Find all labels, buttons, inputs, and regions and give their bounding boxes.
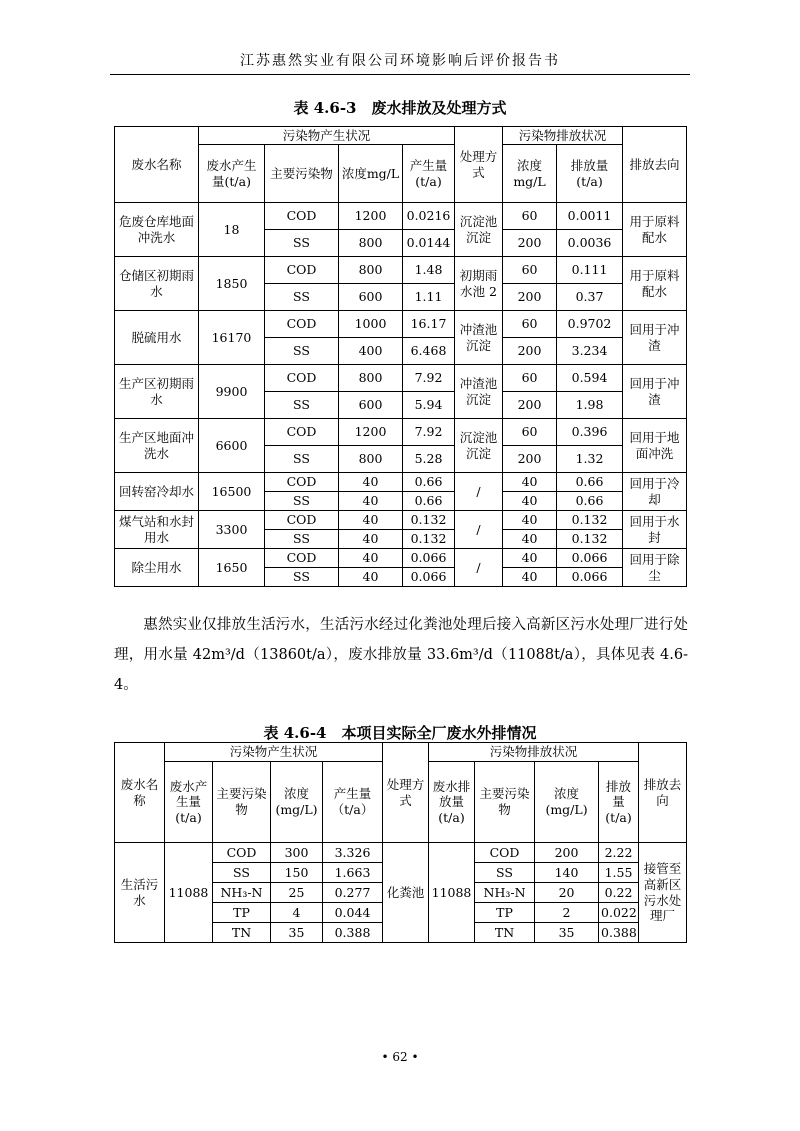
discharge-concentration: 60 <box>503 203 557 230</box>
produced-amount: 16.17 <box>403 311 455 338</box>
table-row <box>115 203 687 230</box>
col-dconc: 浓度(mg/L) <box>535 762 599 843</box>
col-discharge-group: 污染物排放状况 <box>429 743 639 762</box>
concentration: 400 <box>339 338 403 365</box>
col-conc: 浓度mg/L <box>339 145 403 203</box>
wastewater-name: 除尘用水 <box>115 549 199 587</box>
produced-amount: 0.0144 <box>403 230 455 257</box>
discharge-concentration: 200 <box>503 284 557 311</box>
discharge-amount: 0.22 <box>599 883 639 903</box>
col-produce: 产生量(t/a) <box>403 145 455 203</box>
pollutant: SS <box>265 230 339 257</box>
treatment-method: 初期雨水池 2 <box>455 257 503 311</box>
pollutant: SS <box>213 863 271 883</box>
discharge-amount: 0.111 <box>557 257 623 284</box>
col-dest: 排放去向 <box>639 743 687 843</box>
col-name: 废水名称 <box>115 127 199 203</box>
discharge-concentration: 40 <box>503 473 557 492</box>
produced-amount: 7.92 <box>403 419 455 446</box>
wastewater-name: 生产区地面冲洗水 <box>115 419 199 473</box>
discharge-amount: 0.9702 <box>557 311 623 338</box>
concentration: 1200 <box>339 203 403 230</box>
produced-amount: 0.66 <box>403 473 455 492</box>
discharge-destination: 回用于除尘 <box>623 549 687 587</box>
concentration: 40 <box>339 568 403 587</box>
produced-amount: 0.132 <box>403 511 455 530</box>
treatment-method: 冲渣池沉淀 <box>455 365 503 419</box>
table2-caption: 表 4.6-4 本项目实际全厂废水外排情况 <box>263 724 537 742</box>
pollutant: COD <box>265 549 339 568</box>
discharge-amount: 0.066 <box>557 568 623 587</box>
wastewater-name: 仓储区初期雨水 <box>115 257 199 311</box>
pollutant: NH₃-N <box>213 883 271 903</box>
produced-amount: 3.326 <box>323 843 383 863</box>
pollutant: SS <box>265 530 339 549</box>
produced-amount: 0.132 <box>403 530 455 549</box>
discharge-amount: 2.22 <box>599 843 639 863</box>
discharge-destination: 用于原料配水 <box>623 203 687 257</box>
discharge-destination: 回用于冲渣 <box>623 365 687 419</box>
col-volume: 废水产生量(t/a) <box>165 762 213 843</box>
concentration: 800 <box>339 365 403 392</box>
pollutant: SS <box>265 492 339 511</box>
produced-amount: 1.48 <box>403 257 455 284</box>
col-dvol: 排放量(t/a) <box>557 145 623 203</box>
page-number: • 62 • <box>381 1050 419 1064</box>
discharge-destination: 回用于冷却 <box>623 473 687 511</box>
pollutant: SS <box>265 338 339 365</box>
wastewater-name: 回转窑冷却水 <box>115 473 199 511</box>
col-name: 废水名称 <box>115 743 165 843</box>
discharge-concentration: 60 <box>503 365 557 392</box>
header-rule <box>110 74 690 75</box>
discharge-concentration: 40 <box>503 530 557 549</box>
discharge-concentration: 200 <box>503 338 557 365</box>
concentration: 40 <box>339 492 403 511</box>
wastewater-name: 生活污水 <box>115 843 165 943</box>
col-pollutant: 主要污染物 <box>265 145 339 203</box>
produced-amount: 0.388 <box>323 923 383 943</box>
wastewater-volume: 6600 <box>199 419 265 473</box>
pollutant: COD <box>265 203 339 230</box>
col-produce-group: 污染物产生状况 <box>199 127 455 145</box>
discharge-destination: 回用于冲渣 <box>623 311 687 365</box>
produced-amount: 1.11 <box>403 284 455 311</box>
concentration: 40 <box>339 549 403 568</box>
treatment-method: 沉淀池沉淀 <box>455 203 503 257</box>
running-header: 江苏惠然实业有限公司环境影响后评价报告书 <box>240 53 560 69</box>
pollutant: SS <box>265 446 339 473</box>
discharge-amount: 0.66 <box>557 492 623 511</box>
discharge-concentration: 2 <box>535 903 599 923</box>
discharge-concentration: 200 <box>535 843 599 863</box>
pollutant: COD <box>265 419 339 446</box>
pollutant: TN <box>213 923 271 943</box>
concentration: 25 <box>271 883 323 903</box>
wastewater-volume: 1850 <box>199 257 265 311</box>
table-row <box>115 549 687 568</box>
wastewater-discharge-table <box>114 126 687 587</box>
col-produce: 产生量（t/a） <box>323 762 383 843</box>
wastewater-name: 生产区初期雨水 <box>115 365 199 419</box>
treatment-method: 化粪池 <box>383 843 429 943</box>
discharge-pollutant: TN <box>475 923 535 943</box>
produced-amount: 0.277 <box>323 883 383 903</box>
table-row <box>115 843 687 863</box>
pollutant: COD <box>265 511 339 530</box>
produced-amount: 6.468 <box>403 338 455 365</box>
discharge-amount: 0.388 <box>599 923 639 943</box>
col-dq: 排放量(t/a) <box>599 762 639 843</box>
concentration: 150 <box>271 863 323 883</box>
discharge-amount: 0.022 <box>599 903 639 923</box>
concentration: 40 <box>339 530 403 549</box>
discharge-destination: 回用于水封 <box>623 511 687 549</box>
discharge-concentration: 40 <box>503 568 557 587</box>
discharge-concentration: 35 <box>535 923 599 943</box>
body-paragraph <box>114 610 688 700</box>
table-row <box>115 511 687 530</box>
discharge-amount: 0.132 <box>557 511 623 530</box>
discharge-destination: 接管至高新区污水处理厂 <box>639 843 687 943</box>
pollutant: SS <box>265 392 339 419</box>
discharge-concentration: 40 <box>503 549 557 568</box>
col-conc: 浓度(mg/L) <box>271 762 323 843</box>
wastewater-volume: 18 <box>199 203 265 257</box>
table-row <box>115 419 687 446</box>
concentration: 600 <box>339 392 403 419</box>
discharge-amount: 0.37 <box>557 284 623 311</box>
produced-amount: 0.066 <box>403 549 455 568</box>
discharge-concentration: 20 <box>535 883 599 903</box>
pollutant: COD <box>265 311 339 338</box>
concentration: 300 <box>271 843 323 863</box>
wastewater-name: 危废仓库地面冲洗水 <box>115 203 199 257</box>
col-dconc: 浓度mg/L <box>503 145 557 203</box>
pollutant: SS <box>265 284 339 311</box>
produced-amount: 0.044 <box>323 903 383 923</box>
concentration: 4 <box>271 903 323 923</box>
concentration: 40 <box>339 473 403 492</box>
discharge-concentration: 40 <box>503 492 557 511</box>
concentration: 800 <box>339 257 403 284</box>
discharge-amount: 0.132 <box>557 530 623 549</box>
discharge-concentration: 200 <box>503 392 557 419</box>
col-treatment: 处理方式 <box>455 127 503 203</box>
discharge-concentration: 60 <box>503 257 557 284</box>
produced-amount: 1.663 <box>323 863 383 883</box>
wastewater-volume: 9900 <box>199 365 265 419</box>
pollutant: COD <box>213 843 271 863</box>
discharge-amount: 0.0011 <box>557 203 623 230</box>
discharge-amount: 0.066 <box>557 549 623 568</box>
wastewater-volume: 11088 <box>165 843 213 943</box>
wastewater-volume: 1650 <box>199 549 265 587</box>
concentration: 800 <box>339 446 403 473</box>
discharge-amount: 0.66 <box>557 473 623 492</box>
discharge-concentration: 60 <box>503 419 557 446</box>
treatment-method: / <box>455 473 503 511</box>
produced-amount: 0.0216 <box>403 203 455 230</box>
discharge-amount: 3.234 <box>557 338 623 365</box>
wastewater-name: 脱硫用水 <box>115 311 199 365</box>
table-row <box>115 311 687 338</box>
paragraph-text: 惠然实业仅排放生活污水，生活污水经过化粪池处理后接入高新区污水处理厂进行处理，用水量 42m³/d（13860t/a），废水排放量 33.6m³/d（11088t/a），具体见表 4.6-4。 <box>114 617 688 693</box>
col-discharge-group: 污染物排放状况 <box>503 127 623 145</box>
wastewater-volume: 16500 <box>199 473 265 511</box>
wastewater-name: 煤气站和水封用水 <box>115 511 199 549</box>
discharge-pollutant: NH₃-N <box>475 883 535 903</box>
table-row <box>115 365 687 392</box>
pollutant: TP <box>213 903 271 923</box>
table-row <box>115 257 687 284</box>
discharge-amount: 0.594 <box>557 365 623 392</box>
col-dvolume: 废水排放量(t/a) <box>429 762 475 843</box>
discharge-destination: 用于原料配水 <box>623 257 687 311</box>
concentration: 40 <box>339 511 403 530</box>
concentration: 1000 <box>339 311 403 338</box>
pollutant: COD <box>265 473 339 492</box>
discharge-pollutant: SS <box>475 863 535 883</box>
discharge-pollutant: TP <box>475 903 535 923</box>
plant-wastewater-table <box>114 742 687 943</box>
col-treatment: 处理方式 <box>383 743 429 843</box>
concentration: 1200 <box>339 419 403 446</box>
discharge-concentration: 200 <box>503 230 557 257</box>
discharge-amount: 0.0036 <box>557 230 623 257</box>
discharge-volume: 11088 <box>429 843 475 943</box>
col-produce-group: 污染物产生状况 <box>165 743 383 762</box>
produced-amount: 7.92 <box>403 365 455 392</box>
discharge-amount: 1.32 <box>557 446 623 473</box>
wastewater-volume: 3300 <box>199 511 265 549</box>
discharge-amount: 0.396 <box>557 419 623 446</box>
discharge-concentration: 60 <box>503 311 557 338</box>
produced-amount: 5.94 <box>403 392 455 419</box>
treatment-method: 沉淀池沉淀 <box>455 419 503 473</box>
produced-amount: 0.066 <box>403 568 455 587</box>
treatment-method: 冲渣池沉淀 <box>455 311 503 365</box>
produced-amount: 0.66 <box>403 492 455 511</box>
produced-amount: 5.28 <box>403 446 455 473</box>
table-row <box>115 473 687 492</box>
col-dpollutant: 主要污染物 <box>475 762 535 843</box>
pollutant: COD <box>265 365 339 392</box>
discharge-pollutant: COD <box>475 843 535 863</box>
pollutant: COD <box>265 257 339 284</box>
concentration: 600 <box>339 284 403 311</box>
col-pollutant: 主要污染物 <box>213 762 271 843</box>
concentration: 35 <box>271 923 323 943</box>
discharge-concentration: 200 <box>503 446 557 473</box>
discharge-amount: 1.98 <box>557 392 623 419</box>
col-dest: 排放去向 <box>623 127 687 203</box>
discharge-concentration: 40 <box>503 511 557 530</box>
discharge-destination: 回用于地面冲洗 <box>623 419 687 473</box>
col-volume: 废水产生量(t/a) <box>199 145 265 203</box>
treatment-method: / <box>455 511 503 549</box>
wastewater-volume: 16170 <box>199 311 265 365</box>
discharge-amount: 1.55 <box>599 863 639 883</box>
pollutant: SS <box>265 568 339 587</box>
treatment-method: / <box>455 549 503 587</box>
discharge-concentration: 140 <box>535 863 599 883</box>
table1-caption: 表 4.6-3 废水排放及处理方式 <box>293 99 507 117</box>
concentration: 800 <box>339 230 403 257</box>
